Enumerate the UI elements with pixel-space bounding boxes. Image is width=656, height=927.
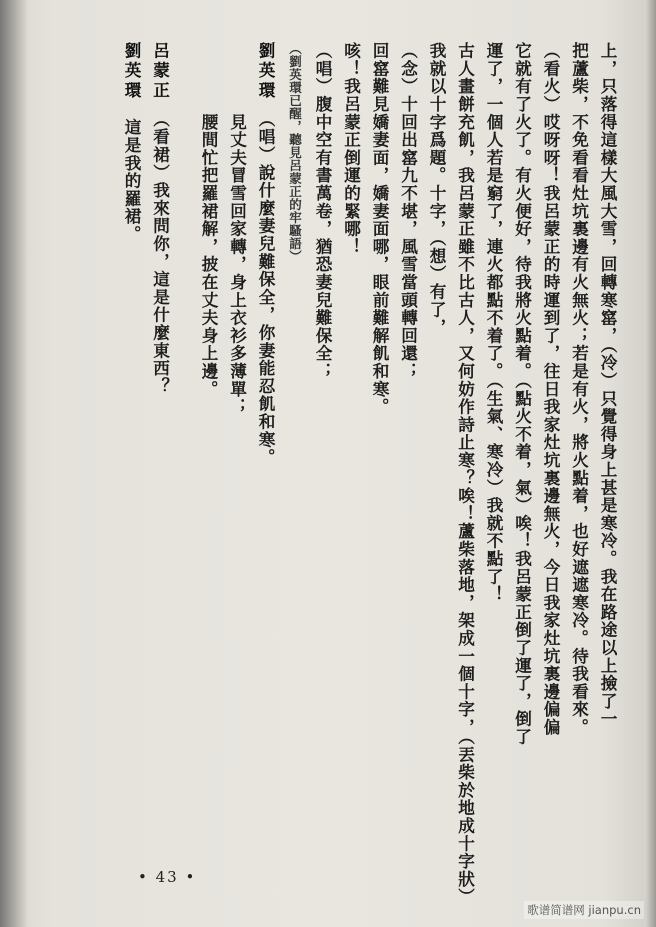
speaker-name: 呂蒙正 <box>150 42 171 101</box>
text-column-9: 回窰難見嬌妻面，嬌妻面哪，眼前難解飢和寒。 <box>370 42 390 416</box>
column-gap <box>175 42 195 862</box>
binding-shadow <box>0 0 28 927</box>
text-column-3: （看火）哎呀呀！我呂蒙正的時運到了，往日我家灶坑裏邊無火，今日我家灶坑裏邊偏偏 <box>541 42 561 737</box>
page-number: • 43 • <box>138 868 197 886</box>
text-column-11: （唱）腹中空有書萬卷，猶恐妻兒難保全； <box>313 42 333 381</box>
text-column-2: 把蘆柴，不免看看灶坑裏邊有火無火；若是有火，將火點着，也好遮遮寒冷。待我看來。 <box>569 42 590 737</box>
dialogue-column: 劉英環 （唱）說什麼妻兒難保全，你妻能忍飢和寒。 <box>256 42 276 467</box>
text-column-8: （念）十回出窰九不堪，風雪當頭轉回還； <box>398 42 419 381</box>
watermark: 歌谱简谱网 jianpu.cn <box>524 901 644 919</box>
text-column-15: 腰間忙把羅裙解，披在丈夫身上邊。 <box>199 113 219 399</box>
text-column-7: 我就以十字爲題。十字，（想）有了， <box>427 42 447 337</box>
text-column-1: 上，只落得這樣大風大雪，回轉寒窰，（冷）只覺得身上甚是寒冷。我在路途以上撿了一 <box>598 42 618 728</box>
dialogue-column: 劉英環 這是我的羅裙。 <box>122 42 142 244</box>
text-column-5: 運了，一個人若是窮了，連火都點不着了。（生氣、寒冷）我就不點了！ <box>484 42 504 604</box>
text-column-6: 古人畫餅充飢，我呂蒙正雖不比古人，又何妨作詩止寒？唉！蘆柴落地，架成一個十字，（丟柴於地成十字狀） <box>455 42 476 906</box>
dialogue-column: 呂蒙正 （看裙）我來問你，這是什麼東西？ <box>150 42 171 396</box>
text-column-10: 咳！我呂蒙正倒運的緊哪！ <box>341 42 362 256</box>
text-column-14: 見丈夫冒雪回家轉，身上衣衫多薄單； <box>227 113 248 416</box>
speaker-name: 劉英環 <box>256 42 276 101</box>
stage-direction: （劉英環已醒，聽見呂蒙正的牢騷語） <box>287 42 303 263</box>
text-column-4: 它就有了火了。有火便好，待我將火點着。（點火不着，氣）唉！我呂蒙正倒了運了，倒了 <box>512 42 533 746</box>
page-edge <box>646 0 656 927</box>
speaker-name: 劉英環 <box>122 42 142 101</box>
